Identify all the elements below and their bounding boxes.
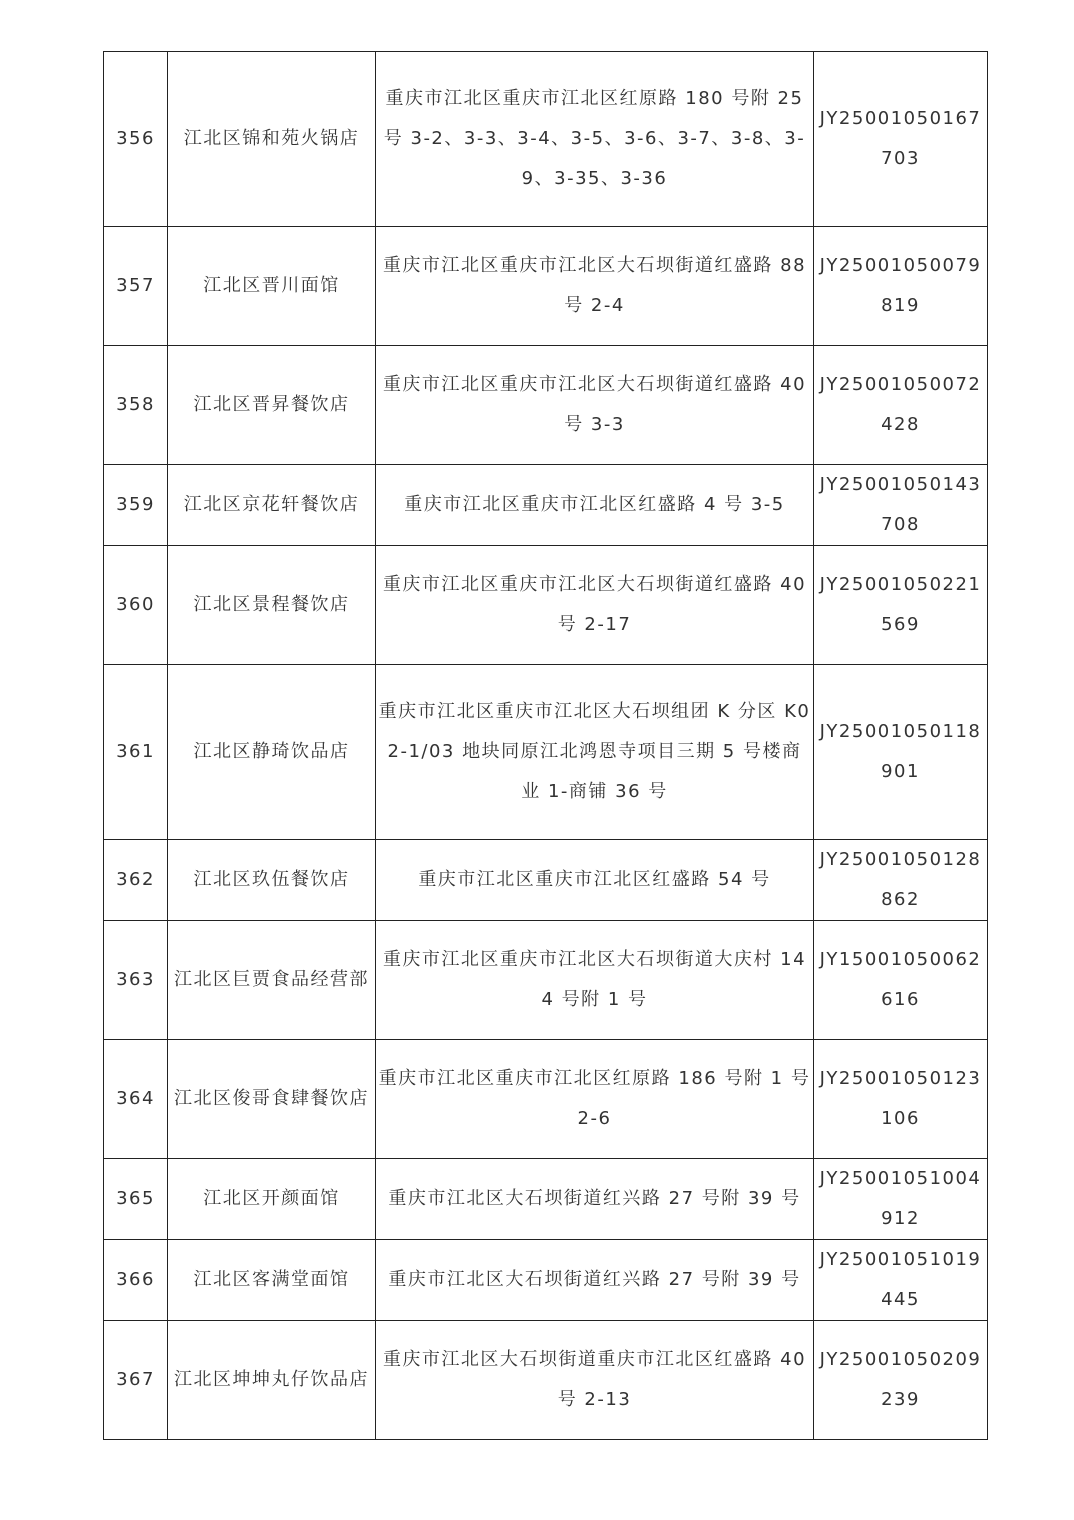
business-name: 江北区俊哥食肆餐饮店 <box>168 1040 376 1159</box>
business-name: 江北区锦和苑火锅店 <box>168 52 376 227</box>
license-number: JY25001050118901 <box>814 665 988 840</box>
business-address: 重庆市江北区重庆市江北区红原路 180 号附 25 号 3-2、3-3、3-4、3-5、3-6、3-7、3-8、3-9、3-35、3-36 <box>376 52 814 227</box>
license-number: JY25001050209239 <box>814 1321 988 1440</box>
business-name: 江北区开颜面馆 <box>168 1159 376 1240</box>
license-number: JY25001050167703 <box>814 52 988 227</box>
license-number: JY15001050062616 <box>814 921 988 1040</box>
business-address: 重庆市江北区重庆市江北区大石坝组团 K 分区 K02-1/03 地块同原江北鸿恩寺项目三期 5 号楼商业 1-商铺 36 号 <box>376 665 814 840</box>
table-row <box>104 1321 988 1440</box>
license-number: JY25001050123106 <box>814 1040 988 1159</box>
row-number: 358 <box>104 346 168 465</box>
business-name: 江北区客满堂面馆 <box>168 1240 376 1321</box>
business-name: 江北区景程餐饮店 <box>168 546 376 665</box>
table-row <box>104 52 988 227</box>
business-address: 重庆市江北区重庆市江北区红原路 186 号附 1 号 2-6 <box>376 1040 814 1159</box>
row-number: 367 <box>104 1321 168 1440</box>
business-name: 江北区晋川面馆 <box>168 227 376 346</box>
business-address: 重庆市江北区重庆市江北区大石坝街道红盛路 40 号 2-17 <box>376 546 814 665</box>
license-number: JY25001050143708 <box>814 465 988 546</box>
row-number: 365 <box>104 1159 168 1240</box>
row-number: 362 <box>104 840 168 921</box>
table-row <box>104 1240 988 1321</box>
business-name: 江北区京花轩餐饮店 <box>168 465 376 546</box>
row-number: 366 <box>104 1240 168 1321</box>
table-row <box>104 665 988 840</box>
license-number: JY25001050128862 <box>814 840 988 921</box>
table-row <box>104 227 988 346</box>
license-number: JY25001050221569 <box>814 546 988 665</box>
business-address: 重庆市江北区重庆市江北区红盛路 4 号 3-5 <box>376 465 814 546</box>
business-address: 重庆市江北区重庆市江北区大石坝街道大庆村 144 号附 1 号 <box>376 921 814 1040</box>
license-number: JY25001050079819 <box>814 227 988 346</box>
row-number: 359 <box>104 465 168 546</box>
business-address: 重庆市江北区重庆市江北区红盛路 54 号 <box>376 840 814 921</box>
row-number: 357 <box>104 227 168 346</box>
business-name: 江北区坤坤丸仔饮品店 <box>168 1321 376 1440</box>
business-name: 江北区静琦饮品店 <box>168 665 376 840</box>
business-license-table <box>103 51 988 1440</box>
table-row <box>104 1159 988 1240</box>
business-address: 重庆市江北区重庆市江北区大石坝街道红盛路 40 号 3-3 <box>376 346 814 465</box>
business-name: 江北区玖伍餐饮店 <box>168 840 376 921</box>
business-address: 重庆市江北区大石坝街道红兴路 27 号附 39 号 <box>376 1240 814 1321</box>
license-number: JY25001051019445 <box>814 1240 988 1321</box>
business-address: 重庆市江北区大石坝街道红兴路 27 号附 39 号 <box>376 1159 814 1240</box>
row-number: 363 <box>104 921 168 1040</box>
table-row <box>104 465 988 546</box>
table-row <box>104 921 988 1040</box>
row-number: 361 <box>104 665 168 840</box>
table-row <box>104 840 988 921</box>
license-number: JY25001050072428 <box>814 346 988 465</box>
business-name: 江北区巨贾食品经营部 <box>168 921 376 1040</box>
business-address: 重庆市江北区重庆市江北区大石坝街道红盛路 88 号 2-4 <box>376 227 814 346</box>
row-number: 364 <box>104 1040 168 1159</box>
table-row <box>104 1040 988 1159</box>
table-row <box>104 546 988 665</box>
row-number: 356 <box>104 52 168 227</box>
business-name: 江北区晋昇餐饮店 <box>168 346 376 465</box>
row-number: 360 <box>104 546 168 665</box>
table-row <box>104 346 988 465</box>
license-number: JY25001051004912 <box>814 1159 988 1240</box>
business-address: 重庆市江北区大石坝街道重庆市江北区红盛路 40 号 2-13 <box>376 1321 814 1440</box>
